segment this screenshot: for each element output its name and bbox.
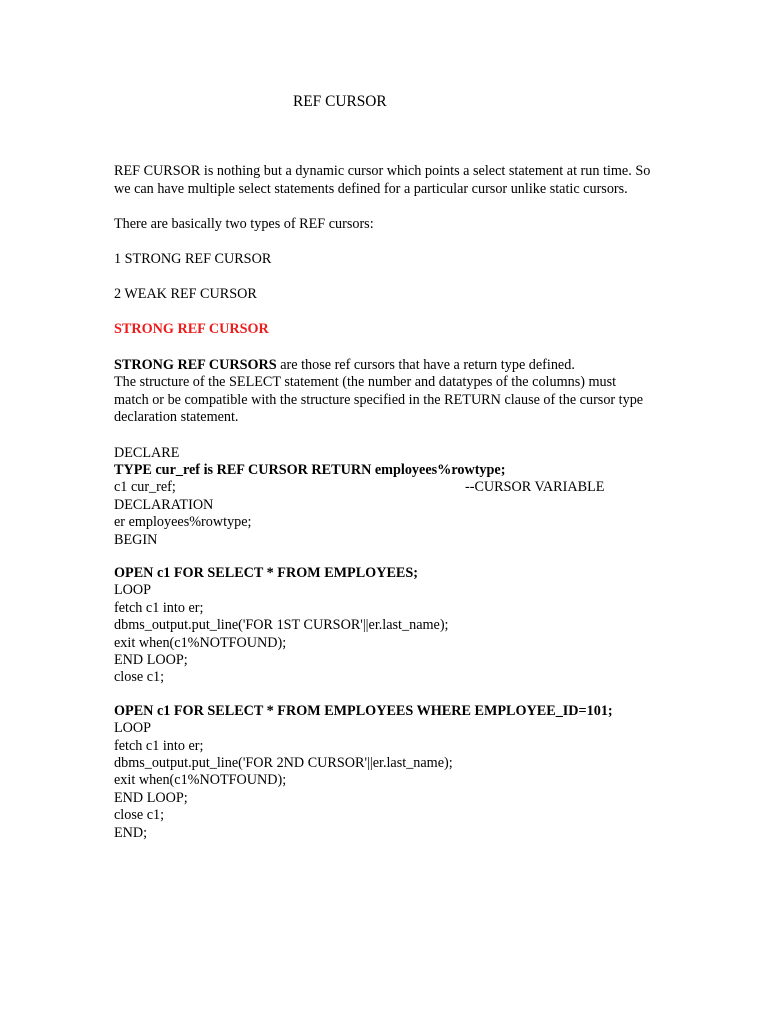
definition-rest-body: The structure of the SELECT statement (the number and datatypes of the columns) must match or be compatible with the structure specified in the RETURN clause of the cursor type declaration statement.: [114, 374, 644, 426]
code-exit-2: exit when(c1%NOTFOUND);: [114, 772, 287, 789]
definition-term: STRONG REF CURSORS: [114, 356, 277, 373]
definition-paragraph: [114, 357, 654, 427]
code-open-2: OPEN c1 FOR SELECT * FROM EMPLOYEES WHERE EMPLOYEE_ID=101;: [114, 702, 613, 719]
code-type-decl: TYPE cur_ref is REF CURSOR RETURN employees%rowtype;: [114, 461, 506, 478]
type-strong-item: 1 STRONG REF CURSOR: [114, 250, 272, 267]
code-close-2: close c1;: [114, 807, 165, 824]
document-body: [114, 163, 654, 842]
code-var-comment: --CURSOR VARIABLE: [465, 479, 605, 496]
types-intro: There are basically two types of REF cursors:: [114, 215, 374, 232]
code-end-loop-1: END LOOP;: [114, 651, 188, 668]
code-block-1: [114, 565, 654, 687]
code-end: END;: [114, 824, 148, 841]
code-fetch-1: fetch c1 into er;: [114, 599, 204, 616]
code-declare: DECLARE: [114, 444, 180, 461]
intro-paragraph: REF CURSOR is nothing but a dynamic cursor which points a select statement at run time. So we can have multiple select statements defined for a particular cursor unlike static cursors.: [114, 163, 651, 197]
code-exit-1: exit when(c1%NOTFOUND);: [114, 634, 287, 651]
code-loop-1: LOOP: [114, 582, 152, 599]
code-begin: BEGIN: [114, 531, 158, 548]
code-open-1: OPEN c1 FOR SELECT * FROM EMPLOYEES;: [114, 564, 418, 581]
code-block-2: [114, 703, 654, 842]
code-er-decl: er employees%rowtype;: [114, 514, 252, 531]
page-title: REF CURSOR: [293, 93, 387, 110]
code-loop-2: LOOP: [114, 720, 152, 737]
type-weak-item: 2 WEAK REF CURSOR: [114, 286, 257, 303]
code-close-1: close c1;: [114, 669, 165, 686]
definition-rest-line1: are those ref cursors that have a return type defined.: [276, 356, 575, 373]
code-var-decl: c1 cur_ref;: [114, 479, 176, 496]
section-heading-strong: STRONG REF CURSOR: [114, 321, 269, 338]
code-put-line-1: dbms_output.put_line('FOR 1ST CURSOR'||er.last_name);: [114, 617, 449, 634]
code-block: [114, 445, 654, 843]
code-var-decl-line: [114, 479, 654, 496]
code-var-comment-cont: DECLARATION: [114, 496, 214, 513]
code-put-line-2: dbms_output.put_line('FOR 2ND CURSOR'||er.last_name);: [114, 754, 453, 771]
code-fetch-2: fetch c1 into er;: [114, 737, 204, 754]
code-end-loop-2: END LOOP;: [114, 789, 188, 806]
